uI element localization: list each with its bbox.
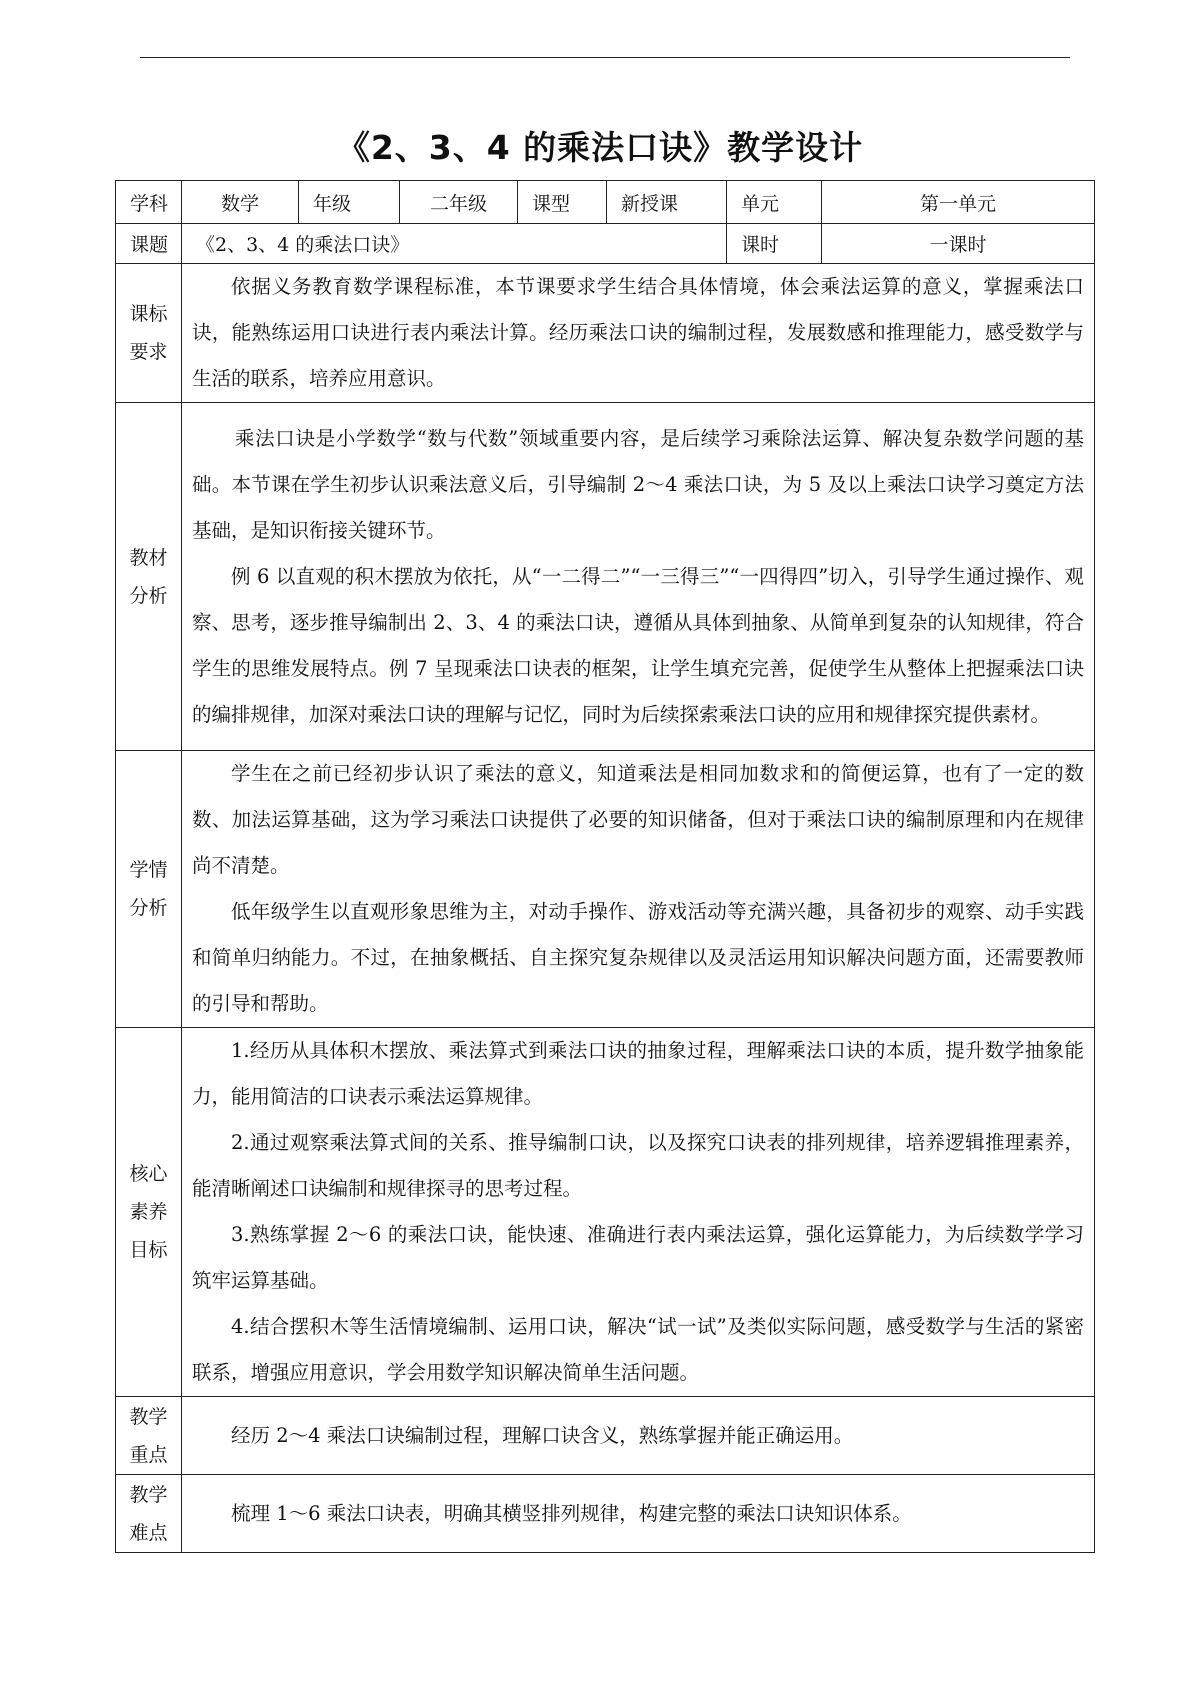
section-label — [116, 1028, 182, 1397]
unit-value: 第一单元 — [822, 181, 1095, 224]
section-label — [116, 403, 182, 751]
info-row-1 — [116, 181, 1095, 224]
label-line: 教材 — [129, 546, 168, 569]
paragraph: 1.经历从具体积木摆放、乘法算式到乘法口诀的抽象过程，理解乘法口诀的本质，提升数学抽象能力，能用简洁的口诀表示乘法运算规律。 — [192, 1039, 1085, 1108]
subject-value: 数学 — [182, 181, 299, 224]
label-line: 课标 — [129, 303, 168, 325]
section-body — [182, 1475, 1095, 1553]
paragraph: 3.熟练掌握 2～6 的乘法口诀，能快速、准确进行表内乘法运算，强化运算能力，为后续数学学习筑牢运算基础。 — [192, 1223, 1085, 1292]
document-title: 《2、3、4 的乘法口诀》教学设计 — [336, 128, 864, 167]
label-line: 教学 — [129, 1483, 168, 1506]
section-body — [182, 1028, 1095, 1397]
label-line: 要求 — [129, 341, 168, 363]
label-line: 教学 — [129, 1405, 168, 1428]
paragraph: 低年级学生以直观形象思维为主，对动手操作、游戏活动等充满兴趣，具备初步的观察、动手实践和简单归纳能力。不过，在抽象概括、自主探究复杂规律以及灵活运用知识解决问题方面，还需要教师的引导和帮助。 — [192, 900, 1085, 1015]
section-body — [182, 751, 1095, 1028]
label-line: 核心 — [129, 1163, 168, 1185]
grade-label: 年级 — [299, 181, 400, 224]
label-line: 分析 — [129, 584, 168, 607]
paragraph: 经历 2～4 乘法口诀编制过程，理解口诀含义，熟练掌握并能正确运用。 — [231, 1423, 854, 1447]
label-line: 素养 — [129, 1201, 168, 1223]
section-body — [182, 1397, 1095, 1475]
period-value: 一课时 — [822, 224, 1095, 264]
paragraph: 乘法口诀是小学数学“数与代数”领域重要内容，是后续学习乘除法运算、解决复杂数学问题的基础。本节课在学生初步认识乘法意义后，引导编制 2～4 乘法口诀，为 5 及以上乘法口诀学习奠定方法基础，是知识衔接关键环节。 — [192, 426, 1085, 542]
topic-value: 《2、3、4 的乘法口诀》 — [182, 224, 727, 264]
topic-label: 课题 — [116, 224, 182, 264]
label-line: 目标 — [129, 1239, 168, 1261]
section-label — [116, 751, 182, 1028]
paragraph: 4.结合摆积木等生活情境编制、运用口诀，解决“试一试”及类似实际问题，感受数学与生活的紧密联系，增强应用意识，学会用数学知识解决简单生活问题。 — [192, 1315, 1085, 1384]
type-value: 新授课 — [607, 181, 727, 224]
type-label: 课型 — [518, 181, 607, 224]
paragraph: 梳理 1～6 乘法口诀表，明确其横竖排列规律，构建完整的乘法口诀知识体系。 — [231, 1501, 912, 1525]
section-difficulties — [116, 1475, 1095, 1553]
section-label — [116, 1397, 182, 1475]
section-body — [182, 264, 1095, 403]
info-row-2 — [116, 224, 1095, 264]
period-label: 课时 — [727, 224, 822, 264]
unit-label: 单元 — [727, 181, 822, 224]
paragraph: 例 6 以直观的积木摆放为依托，从“一二得二”“一三得三”“一四得四”切入，引导学生通过操作、观察、思考，逐步推导编制出 2、3、4 的乘法口诀，遵循从具体到抽象、从简单到复杂的认知规律，符合学生的思维发展特点。例 7 呈现乘法口诀表的框架，让学生填充完善，促使学生从整体上把握乘法口诀的编排规律，加深对乘法口诀的理解与记忆，同时为后续探索乘法口诀的应用和规律探究提供素材。 — [192, 564, 1085, 726]
header-rule — [140, 57, 1070, 58]
label-line: 重点 — [129, 1443, 168, 1466]
paragraph: 依据义务教育数学课程标准，本节课要求学生结合具体情境，体会乘法运算的意义，掌握乘法口诀，能熟练运用口诀进行表内乘法计算。经历乘法口诀的编制过程，发展数感和推理能力，感受数学与生活的联系，培养应用意识。 — [192, 275, 1085, 390]
label-line: 难点 — [129, 1521, 168, 1544]
section-key-points — [116, 1397, 1095, 1475]
section-student-analysis — [116, 751, 1095, 1028]
section-textbook-analysis — [116, 403, 1095, 751]
grade-value: 二年级 — [400, 181, 518, 224]
section-core-goals — [116, 1028, 1095, 1397]
paragraph: 2.通过观察乘法算式间的关系、推导编制口诀，以及探究口诀表的排列规律，培养逻辑推理素养，能清晰阐述口诀编制和规律探寻的思考过程。 — [192, 1131, 1085, 1200]
label-line: 分析 — [129, 897, 168, 919]
paragraph: 学生在之前已经初步认识了乘法的意义，知道乘法是相同加数求和的简便运算，也有了一定的数数、加法运算基础，这为学习乘法口诀提供了必要的知识储备，但对于乘法口诀的编制原理和内在规律尚不清楚。 — [192, 762, 1085, 877]
subject-label: 学科 — [116, 181, 182, 224]
label-line: 学情 — [129, 859, 168, 881]
section-body — [182, 403, 1095, 751]
section-label — [116, 264, 182, 403]
lesson-plan-table — [115, 180, 1095, 1553]
section-label — [116, 1475, 182, 1553]
section-curriculum — [116, 264, 1095, 403]
